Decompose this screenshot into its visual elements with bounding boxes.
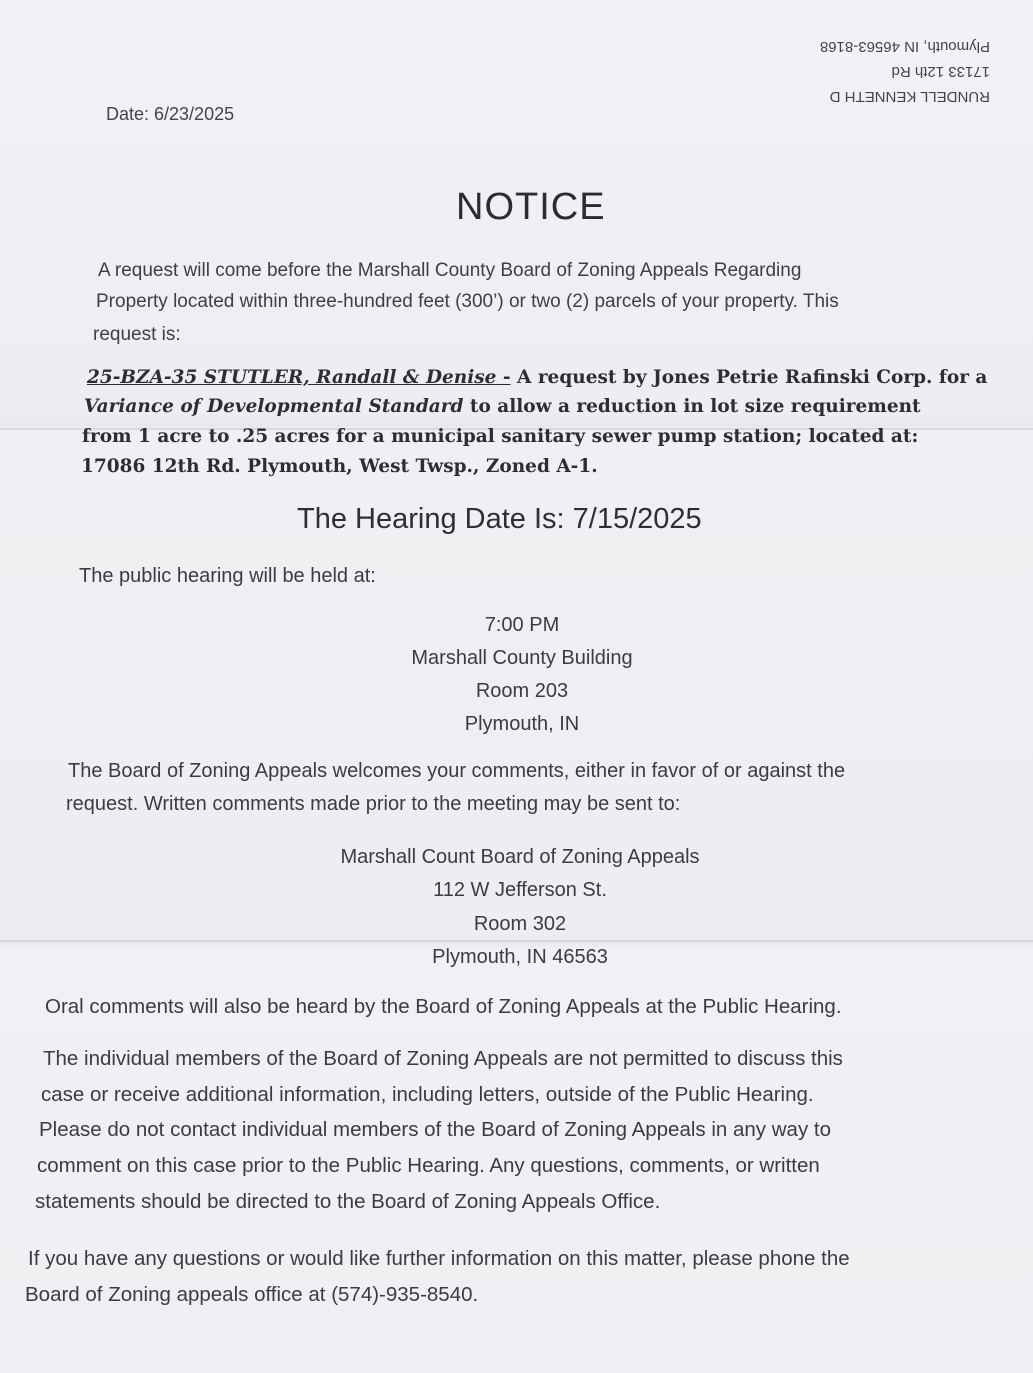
contact-line: If you have any questions or would like further information on this matter, please phone the [28,1247,850,1270]
restriction-line: comment on this case prior to the Public Hearing. Any questions, comments, or written [37,1154,820,1177]
mail-to-name: Marshall Count Board of Zoning Appeals [340,846,700,868]
variance-type: Variance of Developmental Standard [84,396,464,417]
case-id: 25-BZA-35 STUTLER, Randall & Denise - [87,367,511,388]
held-at-label: The public hearing will be held at: [79,565,376,587]
hearing-city: Plymouth, IN [464,713,580,735]
request-line: from 1 acre to .25 acres for a municipal sanitary sewer pump station; located at: [82,426,919,447]
hearing-time: 7:00 PM [484,614,560,636]
restriction-line: Please do not contact individual members of the Board of Zoning Appeals in any way to [39,1118,832,1141]
comments-line: The Board of Zoning Appeals welcomes your comments, either in favor of or against the [68,760,846,782]
mail-to-street: 112 W Jefferson St. [433,879,607,901]
intro-line: Property located within three-hundred feet (300’) or two (2) parcels of your property. This [96,291,839,312]
hearing-room: Room 203 [475,680,569,702]
recipient-name: RUNDELL KENNETH D [829,88,990,105]
request-line [84,396,921,417]
recipient-city: Plymouth, IN 46563-8168 [819,38,990,55]
mail-to-room: Room 302 [473,913,567,935]
paper-fold-line [0,940,1033,942]
notice-title: NOTICE [456,186,606,228]
request-line [87,367,987,388]
request-text: A request by Jones Petrie Rafinski Corp. for a [510,367,988,388]
hearing-building: Marshall County Building [411,647,633,669]
mail-to-city: Plymouth, IN 46563 [432,946,608,968]
request-line: 17086 12th Rd. Plymouth, West Twsp., Zoned A-1. [81,456,598,477]
hearing-date: The Hearing Date Is: 7/15/2025 [297,503,702,535]
oral-comments: Oral comments will also be heard by the Board of Zoning Appeals at the Public Hearing. [45,995,842,1018]
recipient-address [770,34,990,109]
intro-line: A request will come before the Marshall County Board of Zoning Appeals Regarding [98,260,802,281]
intro-line: request is: [93,324,181,345]
recipient-street: 17133 12th Rd [891,63,990,80]
comments-line: request. Written comments made prior to the meeting may be sent to: [66,793,681,815]
contact-line: Board of Zoning appeals office at (574)-935-8540. [25,1283,479,1306]
request-text: to allow a reduction in lot size requirement [463,396,921,417]
notice-date: Date: 6/23/2025 [106,104,235,124]
restriction-line: statements should be directed to the Board of Zoning Appeals Office. [35,1190,661,1213]
restriction-line: The individual members of the Board of Zoning Appeals are not permitted to discuss this [43,1047,843,1070]
restriction-line: case or receive additional information, including letters, outside of the Public Hearing. [41,1083,814,1106]
